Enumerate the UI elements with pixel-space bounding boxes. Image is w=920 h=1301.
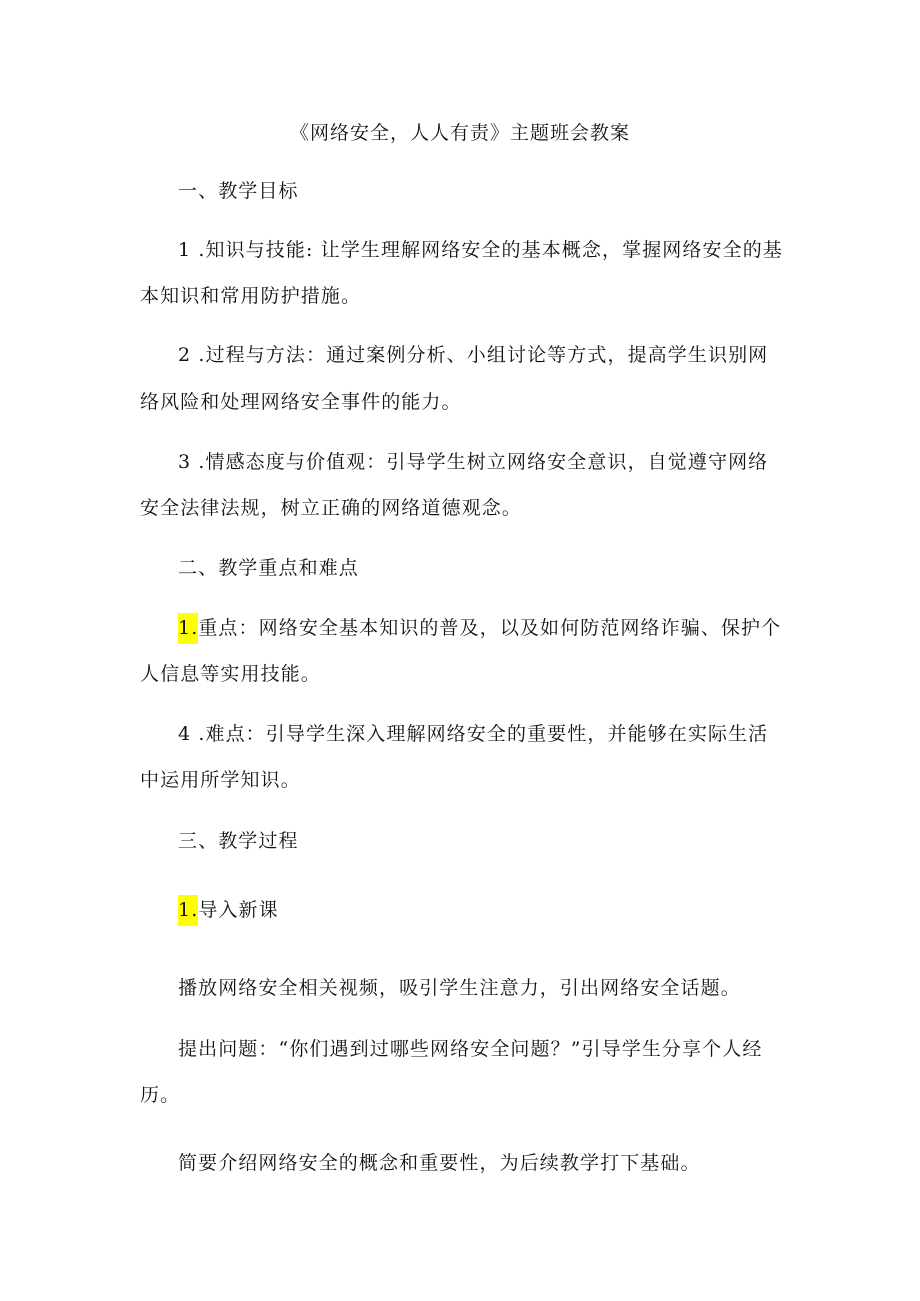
difficulty-line2: 中运用所学知识。 (140, 769, 301, 791)
subheading-intro (178, 897, 800, 923)
key-point-text: 重点：网络安全基本知识的普及，以及如何防范网络诈骗、保护个 (198, 617, 782, 639)
objective-1-line1: 1 .知识与技能: 让学生理解网络安全的基本概念，掌握网络安全的基 (178, 239, 783, 261)
highlighted-list-marker: 1. (178, 613, 198, 644)
process-paragraph-2-line1: 提出问题：“你们遇到过哪些网络安全问题？”引导学生分享个人经 (178, 1038, 763, 1060)
objective-1-line2: 本知识和常用防护措施。 (140, 285, 362, 307)
key-point-line1 (178, 615, 800, 641)
section-heading-key-points: 二、教学重点和难点 (178, 557, 359, 579)
process-paragraph-2-line2: 历。 (140, 1084, 181, 1106)
objective-3-line1: 3 .情感态度与价值观：引导学生树立网络安全意识，自觉遵守网络 (178, 451, 769, 473)
section-heading-process: 三、教学过程 (178, 830, 299, 852)
section-heading-objectives: 一、教学目标 (178, 180, 299, 202)
objective-2-line1: 2 .过程与方法：通过案例分析、小组讨论等方式，提高学生识别网 (178, 344, 769, 366)
process-paragraph-3: 简要介绍网络安全的概念和重要性，为后续教学打下基础。 (178, 1152, 701, 1174)
document-title: 《网络安全，人人有责》主题班会教案 (289, 122, 630, 144)
objective-2-line2: 络风险和处理网络安全事件的能力。 (140, 391, 462, 413)
subheading-intro-text: 导入新课 (198, 899, 279, 921)
key-point-line2: 人信息等实用技能。 (140, 663, 321, 685)
objective-3-line2: 安全法律法规，树立正确的网络道德观念。 (140, 497, 522, 519)
highlighted-list-marker: 1. (178, 895, 198, 926)
process-paragraph-1: 播放网络安全相关视频，吸引学生注意力，引出网络安全话题。 (178, 977, 741, 999)
difficulty-line1: 4 .难点：引导学生深入理解网络安全的重要性，并能够在实际生活 (178, 723, 769, 745)
